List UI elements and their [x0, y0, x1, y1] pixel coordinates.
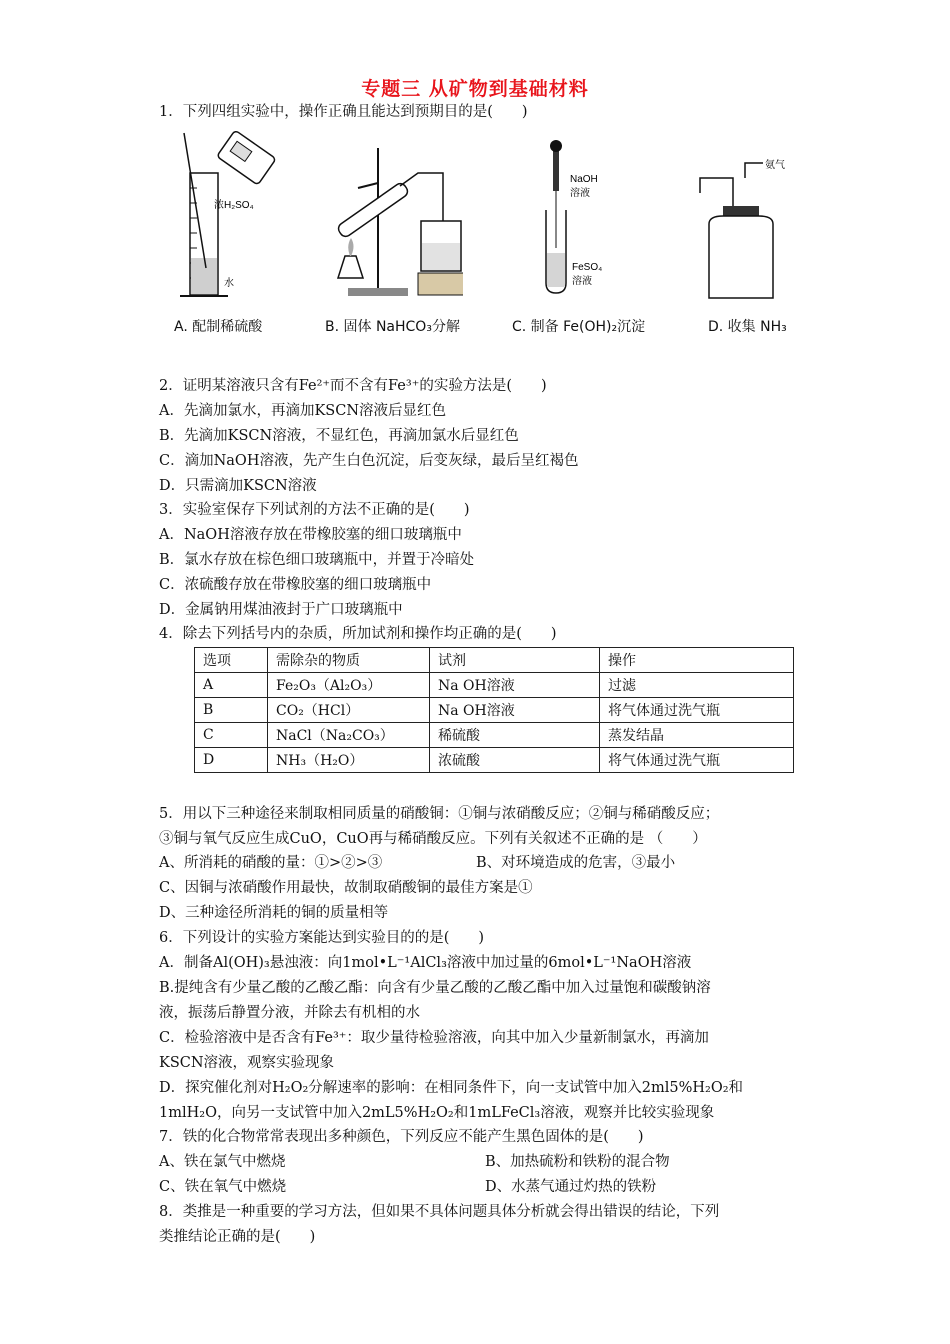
- q5-option-c: C、因铜与浓硝酸作用最快，故制取硝酸铜的最佳方案是①: [159, 880, 533, 896]
- q5-stem-line1: 5．用以下三种途径来制取相同质量的硝酸铜：①铜与浓硝酸反应；②铜与稀硝酸反应；: [159, 806, 720, 822]
- q6-option-c-line1: C．检验溶液中是否含有Fe³⁺：取少量待检验溶液，向其中加入少量新制氯水，再滴加: [159, 1030, 709, 1046]
- q2-option-a: A．先滴加氯水，再滴加KSCN溶液后显红色: [159, 403, 447, 419]
- naoh-solution-label: 溶液: [570, 188, 590, 199]
- q3-option-d: D．金属钠用煤油液封于广口玻璃瓶中: [159, 602, 403, 618]
- q5-stem-line2: ③铜与氧气反应生成CuO，CuO再与稀硝酸反应。下列有关叙述不正确的是 （ ）: [159, 831, 707, 847]
- q7-option-c: C、铁在氧气中燃烧: [159, 1179, 287, 1195]
- q7-stem: 7．铁的化合物常常表现出多种颜色，下列反应不能产生黑色固体的是( ): [159, 1129, 644, 1145]
- q3-option-c: C．浓硫酸存放在带橡胶塞的细口玻璃瓶中: [159, 577, 432, 593]
- table-cell: 稀硫酸: [430, 723, 600, 748]
- q1-caption-a: A. 配制稀硫酸: [174, 319, 263, 335]
- table-cell: B: [195, 698, 268, 723]
- naoh-label: NaOH: [570, 174, 598, 185]
- table-cell: C: [195, 723, 268, 748]
- conc-h2so4-label: 浓H₂SO₄: [214, 200, 254, 211]
- table-cell: 过滤: [600, 673, 794, 698]
- q6-option-d-line1: D．探究催化剂对H₂O₂分解速率的影响：在相同条件下，向一支试管中加入2ml5%H₂O₂和: [159, 1080, 744, 1096]
- table-header-row: [195, 648, 794, 673]
- table-header: 需除杂的物质: [268, 648, 430, 673]
- water-label: 水: [224, 278, 234, 289]
- table-cell: D: [195, 748, 268, 773]
- q2-stem: 2．证明某溶液只含有Fe²⁺而不含有Fe³⁺的实验方法是( ): [159, 378, 547, 394]
- q8-stem-line2: 类推结论正确的是( ): [159, 1229, 316, 1245]
- table-header: 选项: [195, 648, 268, 673]
- table-cell: CO₂（HCl）: [268, 698, 430, 723]
- gas-bottle-figure: [695, 128, 805, 303]
- q3-option-b: B．氯水存放在棕色细口玻璃瓶中，并置于冷暗处: [159, 552, 475, 568]
- q3-option-a: A．NaOH溶液存放在带橡胶塞的细口玻璃瓶中: [159, 527, 462, 543]
- q6-option-a: A．制备Al(OH)₃悬浊液：向1mol•L⁻¹AlCl₃溶液中加过量的6mol•L⁻¹NaOH溶液: [159, 955, 692, 971]
- heating-apparatus-figure: [318, 128, 463, 303]
- q5-option-d: D、三种途径所消耗的铜的质量相等: [159, 905, 389, 921]
- table-row: [195, 673, 794, 698]
- table-cell: 浓硫酸: [430, 748, 600, 773]
- test-tube-figure: [530, 128, 630, 303]
- table-row: [195, 723, 794, 748]
- q1-caption-c: C. 制备 Fe(OH)₂沉淀: [512, 319, 646, 335]
- q4-stem: 4．除去下列括号内的杂质，所加试剂和操作均正确的是( ): [159, 626, 557, 642]
- q7-option-d: D、水蒸气通过灼热的铁粉: [485, 1179, 657, 1195]
- table-cell: NaCl（Na₂CO₃）: [268, 723, 430, 748]
- feso4-label: FeSO₄: [572, 262, 603, 273]
- table-cell: Na OH溶液: [430, 673, 600, 698]
- q8-stem-line1: 8．类推是一种重要的学习方法，但如果不具体问题具体分析就会得出错误的结论，下列: [159, 1204, 720, 1220]
- q2-option-c: C．滴加NaOH溶液，先产生白色沉淀，后变灰绿，最后呈红褐色: [159, 453, 579, 469]
- q2-option-d: D．只需滴加KSCN溶液: [159, 478, 317, 494]
- q1-figures: [170, 128, 810, 318]
- q6-option-b-line1: B.提纯含有少量乙酸的乙酸乙酯：向含有少量乙酸的乙酸乙酯中加入过量饱和碳酸钠溶: [159, 980, 711, 996]
- q5-option-b: B、对环境造成的危害，③最小: [476, 855, 676, 871]
- table-cell: Na OH溶液: [430, 698, 600, 723]
- q1-stem: 1．下列四组实验中，操作正确且能达到预期目的是( ): [159, 104, 528, 120]
- graduated-cylinder-figure: [170, 128, 280, 303]
- q7-option-a: A、铁在氯气中燃烧: [159, 1154, 286, 1170]
- ammonia-label: 氨气: [765, 160, 785, 171]
- q5-option-a: A、所消耗的硝酸的量：①>②>③: [159, 855, 383, 871]
- table-header: 试剂: [430, 648, 600, 673]
- table-cell: A: [195, 673, 268, 698]
- feso4-solution-label: 溶液: [572, 276, 592, 287]
- table-cell: NH₃（H₂O）: [268, 748, 430, 773]
- table-row: [195, 748, 794, 773]
- q6-option-d-line2: 1mlH₂O，向另一支试管中加入2mL5%H₂O₂和1mLFeCl₃溶液，观察并比较实验现象: [159, 1105, 715, 1121]
- table-cell: Fe₂O₃（Al₂O₃）: [268, 673, 430, 698]
- page-title: 专题三 从矿物到基础材料: [361, 78, 589, 100]
- table-header: 操作: [600, 648, 794, 673]
- q6-stem: 6．下列设计的实验方案能达到实验目的的是( ): [159, 930, 485, 946]
- table-cell: 将气体通过洗气瓶: [600, 698, 794, 723]
- table-row: [195, 698, 794, 723]
- q3-stem: 3．实验室保存下列试剂的方法不正确的是( ): [159, 502, 470, 518]
- q4-table: [194, 647, 794, 773]
- q6-option-b-line2: 液，振荡后静置分液，并除去有机相的水: [159, 1005, 420, 1021]
- q7-option-b: B、加热硫粉和铁粉的混合物: [485, 1154, 670, 1170]
- q6-option-c-line2: KSCN溶液，观察实验现象: [159, 1055, 335, 1071]
- table-cell: 将气体通过洗气瓶: [600, 748, 794, 773]
- q1-caption-b: B. 固体 NaHCO₃分解: [325, 319, 460, 335]
- table-cell: 蒸发结晶: [600, 723, 794, 748]
- q1-caption-d: D. 收集 NH₃: [708, 319, 787, 335]
- q2-option-b: B．先滴加KSCN溶液，不显红色，再滴加氯水后显红色: [159, 428, 519, 444]
